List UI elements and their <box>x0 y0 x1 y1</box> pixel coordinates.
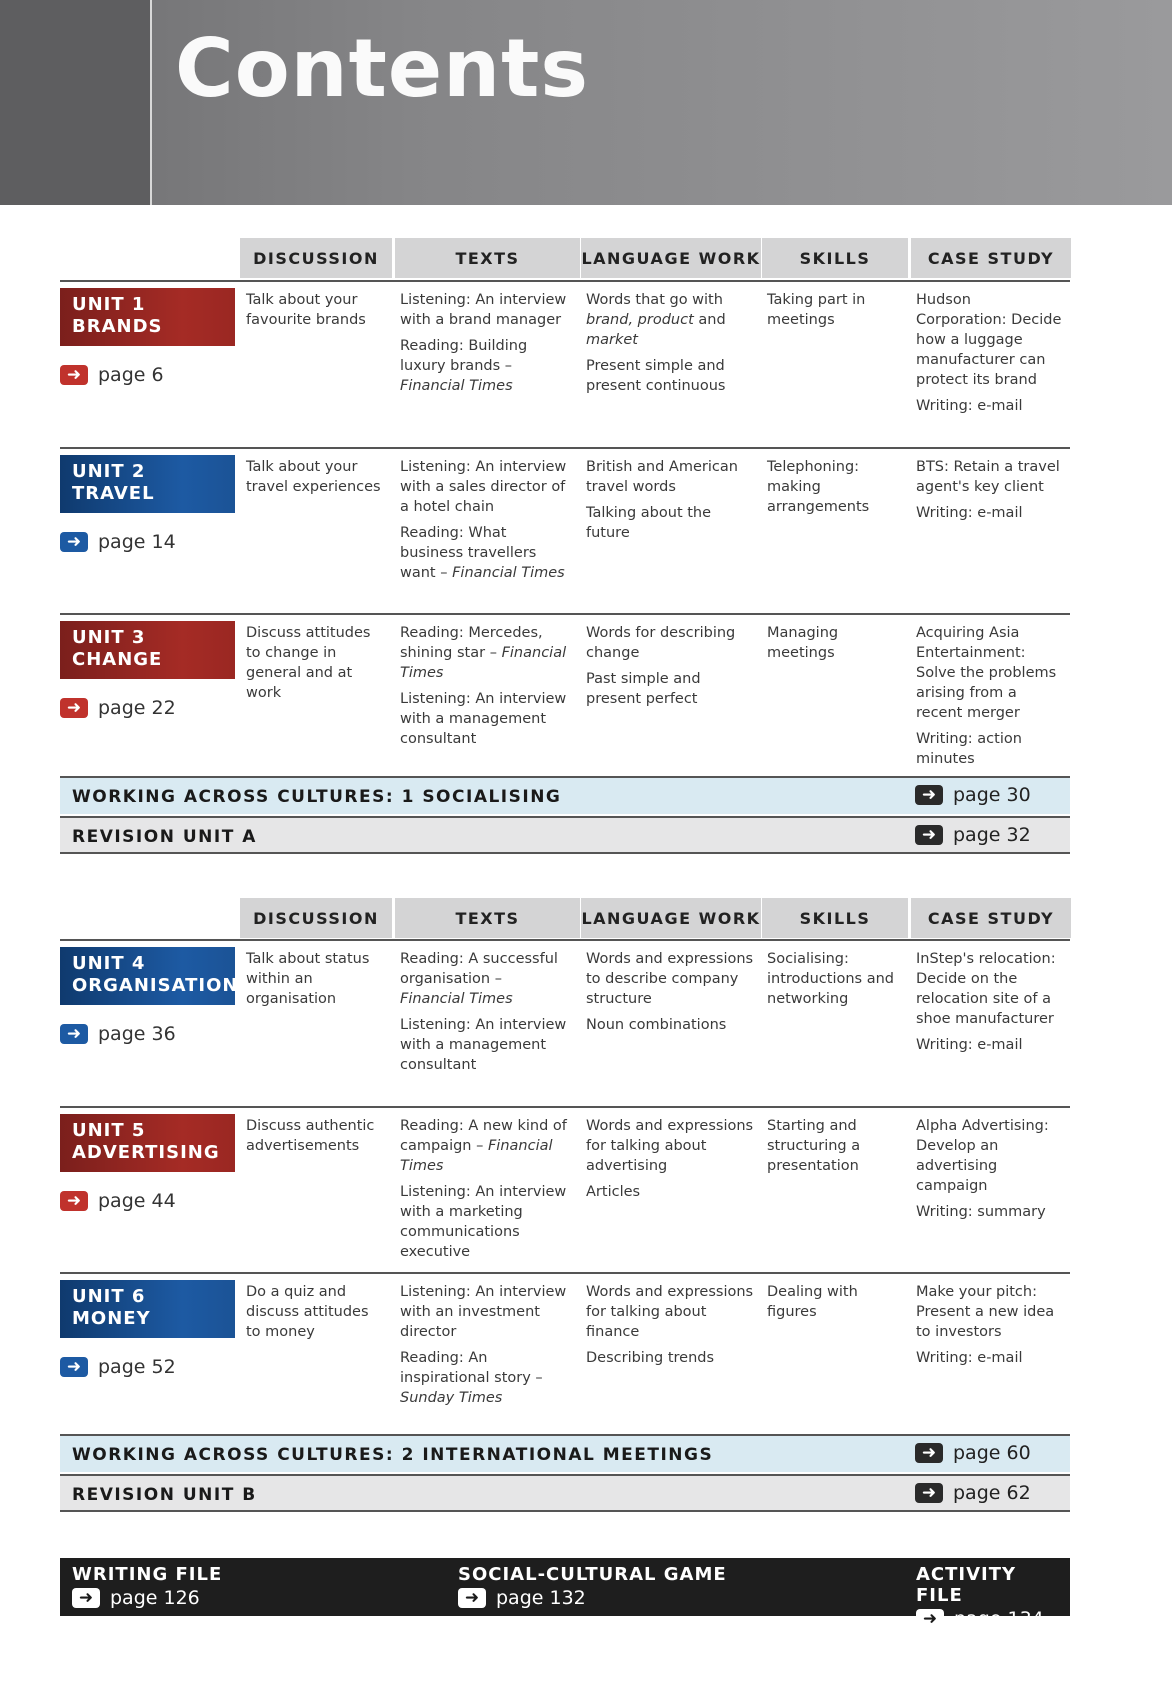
case-study-item: Writing: summary <box>916 1204 1046 1220</box>
text-item-plain: Reading: A new kind of campaign – <box>400 1118 567 1154</box>
header-left-panel <box>0 0 152 205</box>
page-number: page 30 <box>953 784 1031 806</box>
case-study-cell <box>916 1282 1066 1374</box>
skills-cell: Socialising: introductions and networking <box>767 951 895 1007</box>
footer-title: WRITING FILE <box>72 1564 223 1585</box>
arrow-icon: ➜ <box>60 698 88 718</box>
page-link[interactable] <box>915 784 1031 806</box>
text-item-plain: Listening: An interview with an investment director <box>400 1284 567 1340</box>
language-item <box>586 1182 754 1202</box>
case-study-item: Acquiring Asia Entertainment: Solve the problems arising from a recent merger <box>916 625 1057 721</box>
page-number: page 134 <box>954 1608 1044 1630</box>
unit-name: ORGANISATION <box>72 975 239 996</box>
language-item <box>586 457 754 497</box>
language-work-cell <box>586 1116 754 1208</box>
unit-number: UNIT 6 <box>72 1286 146 1307</box>
band-label: WORKING ACROSS CULTURES: 2 INTERNATIONAL MEETINGS <box>72 1445 714 1465</box>
page-number: page 32 <box>953 824 1031 846</box>
language-item <box>586 623 754 663</box>
case-study-item: BTS: Retain a travel agent's key client <box>916 459 1060 495</box>
row-divider <box>60 939 1070 941</box>
text-item-source: Financial Times <box>400 645 567 681</box>
page-number: page 44 <box>98 1190 176 1212</box>
text-item-source: Financial Times <box>400 378 513 394</box>
footer-title: ACTIVITY FILE <box>916 1564 1017 1606</box>
text-item <box>400 1182 570 1262</box>
text-item-plain: Listening: An interview with a sales director of a hotel chain <box>400 459 567 515</box>
unit-label-brands[interactable] <box>60 288 235 346</box>
case-study-cell <box>916 290 1066 422</box>
discussion-cell: Talk about your travel experiences <box>246 459 381 495</box>
unit-number: UNIT 1 <box>72 294 146 315</box>
social-cultural-game-link[interactable] <box>458 1564 727 1609</box>
language-item <box>586 949 754 1009</box>
arrow-icon: ➜ <box>916 1609 944 1629</box>
discussion-cell: Discuss authentic advertisements <box>246 1118 375 1154</box>
case-study-item: Writing: e-mail <box>916 1037 1023 1053</box>
skills-cell: Managing meetings <box>767 625 839 661</box>
case-study-cell <box>916 457 1066 529</box>
text-item-plain: Reading: A successful organisation – <box>400 951 558 987</box>
text-item-source: Financial Times <box>400 991 513 1007</box>
language-text: Describing trends <box>586 1350 715 1366</box>
skills-cell: Starting and structuring a presentation <box>767 1118 861 1174</box>
row-divider <box>60 1272 1070 1274</box>
column-header-discussion: DISCUSSION <box>240 898 392 938</box>
page-link[interactable] <box>915 1482 1031 1504</box>
unit-name: BRANDS <box>72 316 163 337</box>
skills-cell: Dealing with figures <box>767 1284 858 1320</box>
revision-unit-b-band[interactable] <box>60 1474 1070 1512</box>
page-number: page 6 <box>98 364 164 386</box>
working-across-cultures-1-band[interactable] <box>60 776 1070 814</box>
language-text: and <box>693 312 726 328</box>
text-item-source: Financial Times <box>452 565 565 581</box>
language-item <box>586 503 754 543</box>
language-item <box>586 356 754 396</box>
unit-name: ADVERTISING <box>72 1142 220 1163</box>
arrow-icon: ➜ <box>60 1191 88 1211</box>
page-number: page 52 <box>98 1356 176 1378</box>
case-study-item: Alpha Advertising: Develop an advertising campaign <box>916 1118 1049 1194</box>
row-divider <box>60 447 1070 449</box>
texts-cell <box>400 290 570 402</box>
unit-label-travel[interactable] <box>60 455 235 513</box>
arrow-icon: ➜ <box>915 1443 943 1463</box>
language-text: Words for describing change <box>586 625 736 661</box>
language-item <box>586 1015 754 1035</box>
unit-page-link[interactable] <box>60 697 176 719</box>
text-item <box>400 523 570 583</box>
language-text: Noun combinations <box>586 1017 727 1033</box>
page-title: Contents <box>175 22 589 115</box>
text-item-plain: Listening: An interview with a brand manager <box>400 292 567 328</box>
page-number: page 36 <box>98 1023 176 1045</box>
texts-cell <box>400 1116 570 1268</box>
language-text: Present simple and present continuous <box>586 358 726 394</box>
band-label: WORKING ACROSS CULTURES: 1 SOCIALISING <box>72 787 562 807</box>
language-text: Words and expressions for talking about finance <box>586 1284 754 1340</box>
unit-number: UNIT 4 <box>72 953 146 974</box>
page-number: page 126 <box>110 1587 200 1609</box>
page-number: page 22 <box>98 697 176 719</box>
unit-label-advertising[interactable] <box>60 1114 235 1172</box>
page-link[interactable] <box>915 824 1031 846</box>
page-number: page 14 <box>98 531 176 553</box>
text-item <box>400 623 570 683</box>
header-banner <box>0 0 1172 205</box>
language-work-cell <box>586 1282 754 1374</box>
row-divider <box>60 613 1070 615</box>
footer-bar <box>60 1558 1070 1630</box>
language-italic: brand, product <box>586 312 694 328</box>
language-work-cell <box>586 457 754 549</box>
arrow-icon: ➜ <box>915 785 943 805</box>
text-item-plain: Reading: Building luxury brands – <box>400 338 528 374</box>
page-link[interactable] <box>915 1442 1031 1464</box>
arrow-icon: ➜ <box>60 365 88 385</box>
band-label: REVISION UNIT A <box>72 827 257 847</box>
column-header-language-work: LANGUAGE WORK <box>581 238 761 278</box>
text-item-plain: Reading: An inspirational story – <box>400 1350 543 1386</box>
text-item <box>400 457 570 517</box>
page-number: page 60 <box>953 1442 1031 1464</box>
language-work-cell <box>586 623 754 715</box>
arrow-icon: ➜ <box>60 1357 88 1377</box>
unit-name: TRAVEL <box>72 483 155 504</box>
text-item <box>400 336 570 396</box>
language-text: Past simple and present perfect <box>586 671 701 707</box>
column-header-texts: TEXTS <box>395 898 580 938</box>
writing-file-link[interactable] <box>72 1564 222 1609</box>
column-header-case-study: CASE STUDY <box>911 238 1071 278</box>
texts-cell <box>400 623 570 755</box>
language-text: Articles <box>586 1184 641 1200</box>
arrow-icon: ➜ <box>915 1483 943 1503</box>
unit-page-link[interactable] <box>60 1190 176 1212</box>
case-study-cell <box>916 623 1066 775</box>
text-item-plain: Listening: An interview with a management consultant <box>400 1017 567 1073</box>
column-header-case-study: CASE STUDY <box>911 898 1071 938</box>
unit-label-money[interactable] <box>60 1280 235 1338</box>
case-study-item: Writing: e-mail <box>916 398 1023 414</box>
unit-number: UNIT 3 <box>72 627 146 648</box>
case-study-item: InStep's relocation: Decide on the relocation site of a shoe manufacturer <box>916 951 1056 1027</box>
column-header-skills: SKILLS <box>762 898 908 938</box>
text-item <box>400 689 570 749</box>
text-item <box>400 949 570 1009</box>
arrow-icon: ➜ <box>915 825 943 845</box>
unit-label-change[interactable] <box>60 621 235 679</box>
activity-file-link[interactable] <box>916 1564 1070 1630</box>
discussion-cell: Do a quiz and discuss attitudes to money <box>246 1284 369 1340</box>
discussion-cell: Discuss attitudes to change in general and at work <box>246 625 371 701</box>
unit-name: MONEY <box>72 1308 151 1329</box>
discussion-cell: Talk about status within an organisation <box>246 951 370 1007</box>
text-item-source: Financial Times <box>400 1138 553 1174</box>
unit-page-link[interactable] <box>60 1356 176 1378</box>
unit-name: CHANGE <box>72 649 163 670</box>
page-number: page 62 <box>953 1482 1031 1504</box>
skills-cell: Telephoning: making arrangements <box>767 459 870 515</box>
working-across-cultures-2-band[interactable] <box>60 1434 1070 1472</box>
column-header-language-work: LANGUAGE WORK <box>581 898 761 938</box>
row-divider <box>60 1106 1070 1108</box>
text-item <box>400 1015 570 1075</box>
case-study-cell <box>916 949 1066 1061</box>
band-label: REVISION UNIT B <box>72 1485 257 1505</box>
case-study-item: Hudson Corporation: Decide how a luggage manufacturer can protect its brand <box>916 292 1062 388</box>
language-work-cell <box>586 949 754 1041</box>
text-item <box>400 290 570 330</box>
language-italic: market <box>586 332 638 348</box>
column-header-skills: SKILLS <box>762 238 908 278</box>
arrow-icon: ➜ <box>458 1588 486 1608</box>
arrow-icon: ➜ <box>60 1024 88 1044</box>
case-study-item: Writing: action minutes <box>916 731 1022 767</box>
column-header-texts: TEXTS <box>395 238 580 278</box>
case-study-cell <box>916 1116 1066 1228</box>
language-text: Talking about the future <box>586 505 712 541</box>
unit-page-link[interactable] <box>60 531 176 553</box>
text-item-plain: Listening: An interview with a marketing communications executive <box>400 1184 567 1260</box>
text-item <box>400 1282 570 1342</box>
case-study-item: Writing: e-mail <box>916 505 1023 521</box>
case-study-item: Writing: e-mail <box>916 1350 1023 1366</box>
unit-label-organisation[interactable] <box>60 947 239 1005</box>
language-text: Words that go with <box>586 292 723 308</box>
texts-cell <box>400 1282 570 1414</box>
footer-title: SOCIAL-CULTURAL GAME <box>458 1564 727 1585</box>
discussion-cell: Talk about your favourite brands <box>246 292 366 328</box>
unit-page-link[interactable] <box>60 1023 176 1045</box>
unit-number: UNIT 5 <box>72 1120 146 1141</box>
texts-cell <box>400 949 570 1081</box>
unit-page-link[interactable] <box>60 364 164 386</box>
language-text: Words and expressions to describe company structure <box>586 951 754 1007</box>
language-text: Words and expressions for talking about advertising <box>586 1118 754 1174</box>
language-item <box>586 1116 754 1176</box>
row-divider <box>60 280 1070 282</box>
language-item <box>586 669 754 709</box>
text-item-plain: Reading: What business travellers want – <box>400 525 537 581</box>
text-item-source: Sunday Times <box>400 1390 503 1406</box>
text-item-plain: Reading: Mercedes, shining star – <box>400 625 543 661</box>
texts-cell <box>400 457 570 589</box>
language-text: British and American travel words <box>586 459 738 495</box>
revision-unit-a-band[interactable] <box>60 816 1070 854</box>
text-item <box>400 1348 570 1408</box>
skills-cell: Taking part in meetings <box>767 292 866 328</box>
text-item <box>400 1116 570 1176</box>
language-work-cell <box>586 290 754 402</box>
unit-number: UNIT 2 <box>72 461 146 482</box>
arrow-icon: ➜ <box>72 1588 100 1608</box>
column-header-discussion: DISCUSSION <box>240 238 392 278</box>
arrow-icon: ➜ <box>60 532 88 552</box>
language-item <box>586 290 754 350</box>
language-item <box>586 1282 754 1342</box>
case-study-item: Make your pitch: Present a new idea to investors <box>916 1284 1055 1340</box>
language-item <box>586 1348 754 1368</box>
page-number: page 132 <box>496 1587 586 1609</box>
text-item-plain: Listening: An interview with a management consultant <box>400 691 567 747</box>
